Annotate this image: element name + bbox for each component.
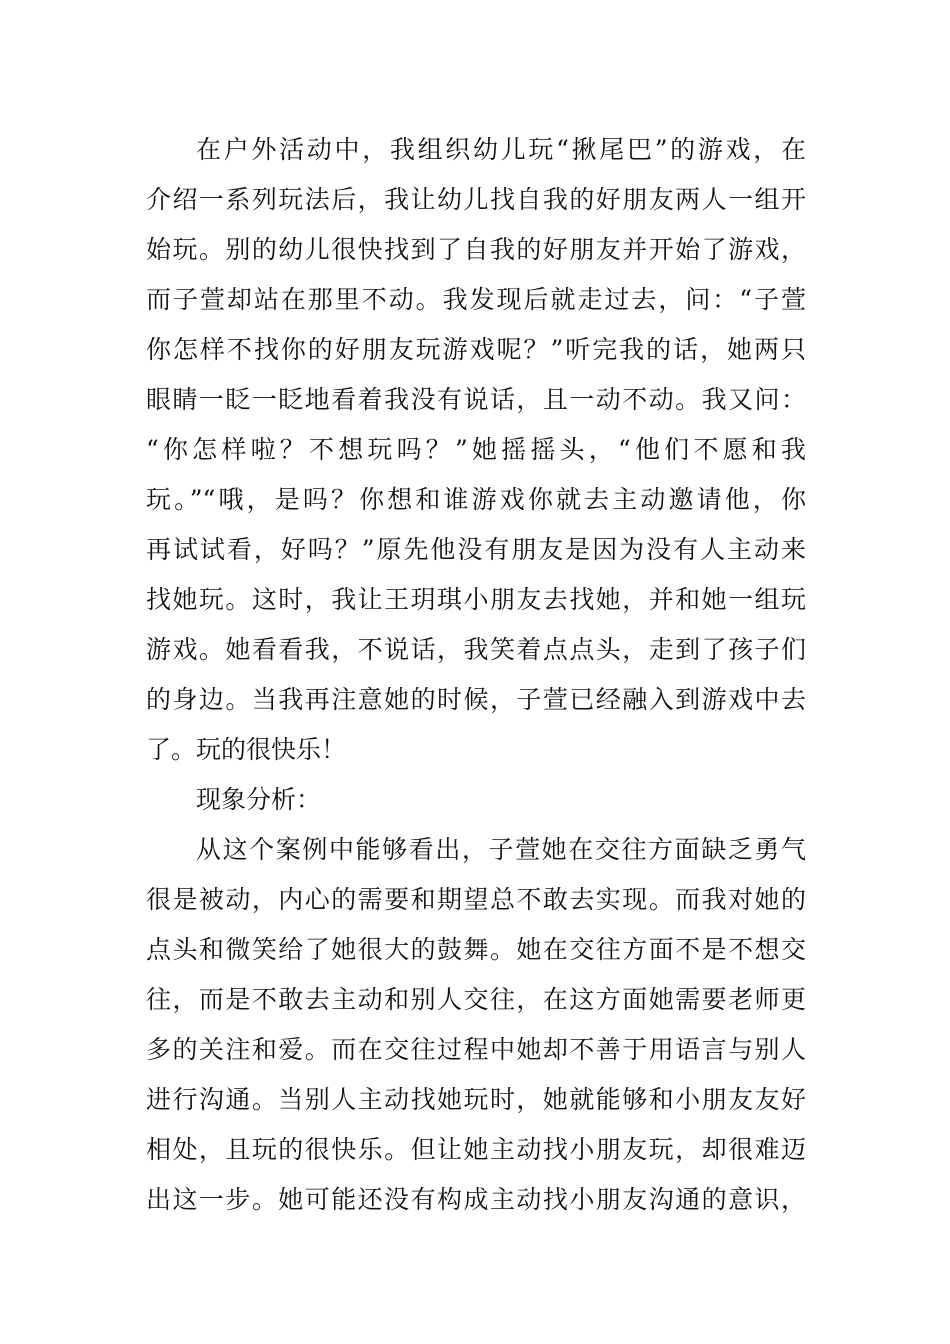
paragraph-line: “你怎样啦？不想玩吗？”她摇摇头，“他们不愿和我: [146, 435, 806, 464]
paragraph-line: 玩。”“哦，是吗？你想和谁游戏你就去主动邀请他，你: [146, 485, 806, 514]
paragraph-line: 眼睛一眨一眨地看着我没有说话，且一动不动。我又问：: [146, 385, 806, 414]
paragraph-line: 再试试看，好吗？”原先他没有朋友是因为没有人主动来: [146, 535, 806, 564]
paragraph-line: 进行沟通。当别人主动找她玩时，她就能够和小朋友友好: [146, 1085, 806, 1114]
paragraph-line: 很是被动，内心的需要和期望总不敢去实现。而我对她的: [146, 885, 806, 914]
paragraph-line: 从这个案例中能够看出，子萱她在交往方面缺乏勇气: [196, 835, 806, 864]
paragraph-line: 游戏。她看看我，不说话，我笑着点点头，走到了孩子们: [146, 635, 806, 664]
paragraph-line: 出这一步。她可能还没有构成主动找小朋友沟通的意识，: [146, 1185, 806, 1214]
paragraph-line: 而子萱却站在那里不动。我发现后就走过去，问：“子萱: [146, 285, 806, 314]
paragraph-line: 找她玩。这时，我让王玥琪小朋友去找她，并和她一组玩: [146, 585, 806, 614]
paragraph-line: 的身边。当我再注意她的时候，子萱已经融入到游戏中去: [146, 685, 806, 714]
paragraph-line: 多的关注和爱。而在交往过程中她却不善于用语言与别人: [146, 1035, 806, 1064]
paragraph-line: 相处，且玩的很快乐。但让她主动找小朋友玩，却很难迈: [146, 1135, 806, 1164]
paragraph-line: 你怎样不找你的好朋友玩游戏呢？”听完我的话，她两只: [146, 335, 806, 364]
section-heading: 现象分析：: [196, 785, 322, 814]
paragraph-line: 点头和微笑给了她很大的鼓舞。她在交往方面不是不想交: [146, 935, 806, 964]
paragraph-line: 介绍一系列玩法后，我让幼儿找自我的好朋友两人一组开: [146, 185, 806, 214]
paragraph-line: 了。玩的很快乐！: [146, 735, 347, 764]
paragraph-line: 往，而是不敢去主动和别人交往，在这方面她需要老师更: [146, 985, 806, 1014]
paragraph-line: 在户外活动中，我组织幼儿玩“揪尾巴”的游戏，在: [196, 135, 806, 164]
paragraph-line: 始玩。别的幼儿很快找到了自我的好朋友并开始了游戏，: [146, 235, 806, 264]
